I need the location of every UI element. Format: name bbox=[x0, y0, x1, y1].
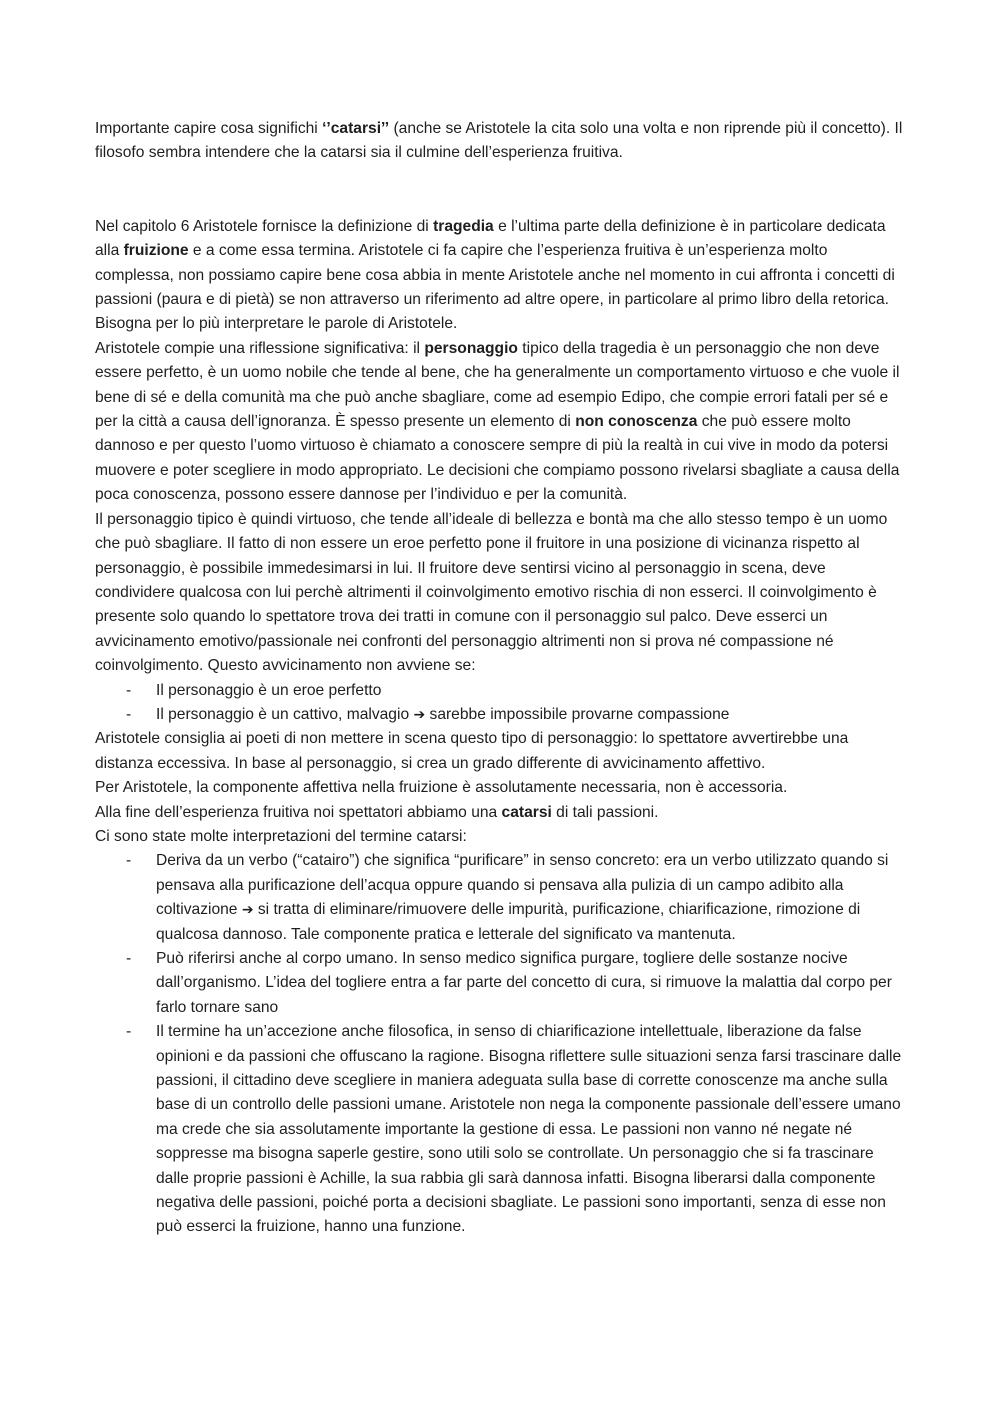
exceptions-list bbox=[95, 679, 907, 728]
virtuous-character-paragraph: Il personaggio tipico è quindi virtuoso, che tende all’ideale di bellezza e bontà ma che allo stesso tempo è un uomo che può sbagliare. Il fatto di non essere un eroe perfetto pone il fruitore in una posizione di vicinanza rispetto al personaggio, è possibile immedesimarsi in lui. Il fruitore deve sentirsi vicino al personaggio in scena, deve condividere qualcosa con lui perchè altrimenti il coinvolgimento emotivo rischia di non esserci. Il coinvolgimento è presente solo quando lo spettatore trova dei tratti in comune con il personaggio sul palco. Deve esserci un avvicinamento emotivo/passionale nei confronti del personaggio altrimenti non si prova né compassione né coinvolgimento. Questo avvicinamento non avviene se: bbox=[95, 510, 888, 675]
poets-advice-paragraph: Aristotele consiglia ai poeti di non mettere in scena questo tipo di personaggio: lo spettatore avvertirebbe una distanza eccessiva. In base al personaggio, si crea un grado differente di avvicinamento affettivo. bbox=[95, 730, 849, 772]
tragedy-definition-paragraph: Nel capitolo 6 Aristotele fornisce la definizione di tragedia e l’ultima parte della definizione è in particolare dedicata alla fruizione e a come essa termina. Aristotele ci fa capire che l’esperienza fruitiva è un’esperienza molto complessa, non possiamo capire bene cosa abbia in mente Aristotele anche nel momento in cui affronta i concetti di passioni (paura e di pietà) se non attraverso un riferimento ad altre opere, in particolare al primo libro della retorica. Bisogna per lo più interpretare le parole di Aristotele. bbox=[95, 217, 895, 333]
paragraph-spacer bbox=[95, 166, 907, 215]
affective-component-paragraph: Per Aristotele, la componente affettiva nella fruizione è assolutamente necessaria, non è accessoria. bbox=[95, 779, 788, 797]
interpretations-intro: Ci sono state molte interpretazioni del termine catarsi: bbox=[95, 827, 467, 845]
character-paragraph: Aristotele compie una riflessione significativa: il personaggio tipico della tragedia è un personaggio che non deve essere perfetto, è un uomo nobile che tende al bene, che ha generalmente un comportamento virtuoso e che vuole il bene di sé e della comunità ma che può anche sbagliare, come ad esempio Edipo, che compie errori fatali per sé e per la città a causa dell’ignoranza. È spesso presente un elemento di non conoscenza che può essere molto dannoso e per questo l’uomo virtuoso è chiamato a conoscere sempre di più la realtà in cui vive in modo da potersi muovere e poter scegliere in modo appropriato. Le decisioni che compiamo possono rivelarsi sbagliate a causa della poca conoscenza, possono essere dannose per l’individuo e per la comunità. bbox=[95, 339, 900, 504]
list-item: - Il termine ha un’accezione anche filosofica, in senso di chiarificazione intellettuale, liberazione da false opinioni e da passioni che offuscano la ragione. Bisogna riflettere sulle situazioni senza farsi trascinare dalle passioni, il cittadino deve scegliere in maniera adeguata sulla base di corrette conoscenze ma anche sulla base di un controllo delle passioni umane. Aristotele non nega la componente passionale dell’essere umano ma crede che sia assolutamente importante la gestione di essa. Le passioni non vanno né negate né soppresse ma bisogna saperle gestire, sono utili solo se controllate. Un personaggio che si fa trascinare dalle proprie passioni è Achille, la sua rabbia gli sarà dannosa infatti. Bisogna liberarsi dalla componente negativa delle passioni, poiché porta a decisioni sbagliate. Le passioni sono importanti, senza di esse non può esserci la fruizione, hanno una funzione. bbox=[95, 1020, 907, 1240]
catarsi-term: catarsi bbox=[501, 803, 552, 821]
list-item: - Può riferirsi anche al corpo umano. In senso medico significa purgare, togliere delle sostanze nocive dall’organismo. L’idea del togliere entra a far parte del concetto di cura, si rimuove la malattia dal corpo per farlo tornare sano bbox=[95, 947, 907, 1020]
catarsi-term: ‘’catarsi’’ bbox=[322, 120, 390, 137]
personaggio-term: personaggio bbox=[424, 339, 518, 357]
tragedia-term: tragedia bbox=[433, 217, 494, 235]
arrow-right-icon: ➔ bbox=[413, 706, 426, 723]
non-conoscenza-term: non conoscenza bbox=[575, 413, 698, 431]
fruizione-term: fruizione bbox=[123, 242, 189, 260]
arrow-right-icon: ➔ bbox=[241, 902, 254, 919]
interpretations-list bbox=[95, 849, 907, 1240]
list-item: - Il personaggio è un eroe perfetto bbox=[95, 679, 907, 703]
intro-paragraph: Importante capire cosa significhi ‘’catarsi’’ (anche se Aristotele la cita solo una volta e non riprende più il concetto). Il filosofo sembra intendere che la catarsi sia il culmine dell’esperienza fruitiva. bbox=[95, 120, 903, 162]
document-page bbox=[95, 117, 907, 1240]
list-item: - Il personaggio è un cattivo, malvagio ➔ sarebbe impossibile provarne compassione bbox=[95, 703, 907, 727]
catharsis-paragraph: Alla fine dell’esperienza fruitiva noi spettatori abbiamo una catarsi di tali passioni. bbox=[95, 803, 659, 821]
list-item: - Deriva da un verbo (“catairo”) che significa “purificare” in senso concreto: era un verbo utilizzato quando si pensava alla purificazione dell’acqua oppure quando si pensava alla pulizia di un campo adibito alla coltivazione ➔ si tratta di eliminare/rimuovere delle impurità, purificazione, chiarificazione, rimozione di qualcosa dannoso. Tale componente pratica e letterale del significato va mantenuta. bbox=[95, 849, 907, 947]
